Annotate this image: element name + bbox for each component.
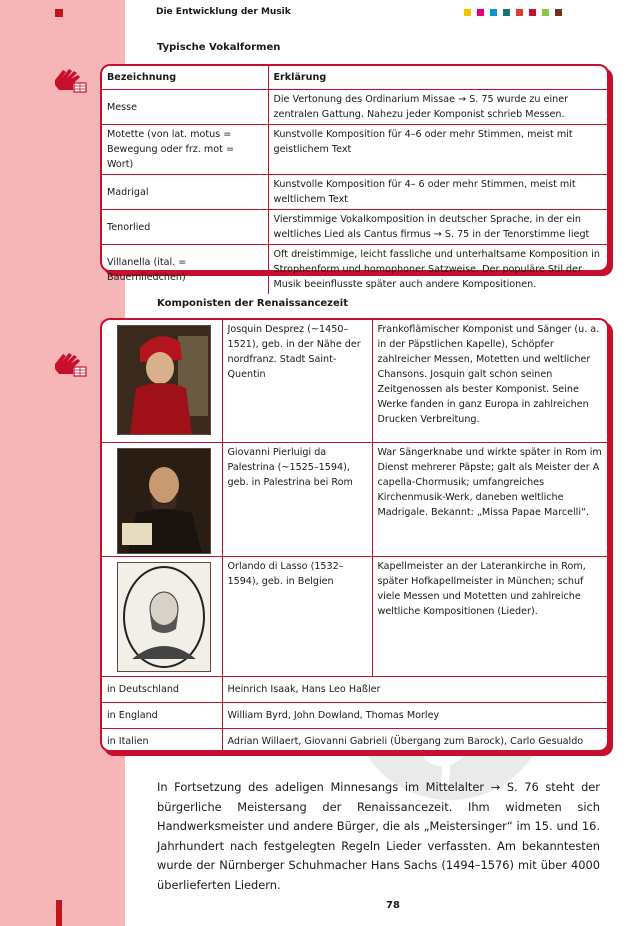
vocal-forms-table <box>100 64 609 290</box>
vocal-form-explanation: Die Vertonung des Ordinarium Missae → S. 75 wurde zu einer zentralen Gattung. Nahezu jeder Komponist schrieb Messen. <box>268 90 607 125</box>
vocal-form-name: Tenorlied <box>102 210 268 245</box>
table-row <box>102 90 607 125</box>
hand-pointer-icon <box>53 350 87 378</box>
composers-table <box>100 318 609 752</box>
composer-row <box>102 320 607 442</box>
vocal-form-name: Madrigal <box>102 175 268 210</box>
portrait-josquin <box>117 325 211 435</box>
chapter-title: Die Entwicklung der Musik <box>156 7 291 17</box>
vocal-form-name: Messe <box>102 90 268 125</box>
composers-section-title: Komponisten der Renaissancezeit <box>157 298 348 309</box>
color-swatches <box>464 9 562 16</box>
composer-row <box>102 556 607 676</box>
vocal-section-title: Typische Vokalformen <box>157 42 281 53</box>
swatch <box>503 9 510 16</box>
composer-description: Kapellmeister an der Laterankirche in Rom, später Hofkapellmeister in München; schuf viele Messen und Motetten und zahlreiche weltliche Kompositionen (Lieder). <box>372 556 607 676</box>
col-header-name: Bezeichnung <box>102 66 268 90</box>
portrait-palestrina <box>117 448 211 554</box>
margin-marker <box>55 9 63 17</box>
swatch <box>490 9 497 16</box>
swatch <box>555 9 562 16</box>
body-paragraph: In Fortsetzung des adeligen Minnesangs im Mittelalter → S. 76 steht der bürgerliche Meistersang der Renaissancezeit. Ihm widmeten sich Handwerksmeister und andere Bürger, die als „Meistersinger“ im 15. und 16. Jahrhundert nach festgelegten Regeln Lieder verfassten. Am bekanntesten wurde der Nürnberger Schuhmacher Hans Sachs (1494–1576) mit über 4000 überlieferten Liedern. <box>157 780 600 892</box>
hand-pointer-icon <box>53 66 87 94</box>
vocal-form-explanation: Oft dreistimmige, leicht fassliche und unterhaltsame Komposition in Strophenform und homophoner Satzweise. Der populäre Stil der Musik beeinflusste später auch andere Kompositionen. <box>268 245 607 295</box>
vocal-form-name: Motette (von lat. motus = Bewegung oder frz. mot = Wort) <box>102 125 268 175</box>
vocal-form-name: Villanella (ital. = Bauernliedchen) <box>102 245 268 295</box>
portrait-cell <box>102 442 222 556</box>
country-composers: Heinrich Isaak, Hans Leo Haßler <box>222 676 607 702</box>
composer-description: Frankoflämischer Komponist und Sänger (u. a. in der Päpstlichen Kapelle), Schöpfer zahlreicher Messen, Motetten und weltlicher Chansons. Josquin galt schon seinen Zeitgenossen als bester Komponist. Seine Werke fanden in ganz Europa in zahlreichen Drucken Verbreitung. <box>377 324 600 425</box>
country-row <box>102 728 607 754</box>
portrait-lasso <box>117 562 211 672</box>
table-row <box>102 210 607 245</box>
col-header-explanation: Erklärung <box>268 66 607 90</box>
swatch <box>477 9 484 16</box>
swatch <box>516 9 523 16</box>
composer-row <box>102 442 607 556</box>
vocal-form-explanation: Vierstimmige Vokalkomposition in deutscher Sprache, in der ein weltliches Lied als Cantus firmus → S. 75 in der Tenorstimme liegt <box>268 210 607 245</box>
vocal-form-explanation: Kunstvolle Komposition für 4–6 oder mehr Stimmen, meist mit geistlichem Text <box>268 125 607 175</box>
table-row <box>102 175 607 210</box>
portrait-cell <box>102 556 222 676</box>
swatch <box>529 9 536 16</box>
swatch <box>542 9 549 16</box>
country-composers: Adrian Willaert, Giovanni Gabrieli (Übergang zum Barock), Carlo Gesualdo <box>222 728 607 754</box>
table-row <box>102 125 607 175</box>
portrait-cell <box>102 320 222 442</box>
country-label: in Deutschland <box>102 676 222 702</box>
margin-bar <box>56 900 62 926</box>
country-composers: William Byrd, John Dowland, Thomas Morley <box>222 702 607 728</box>
swatch <box>464 9 471 16</box>
country-row <box>102 676 607 702</box>
composer-name: Josquin Desprez (~1450–1521), geb. in der Nähe der nordfranz. Stadt Saint-Quentin <box>222 320 372 442</box>
country-label: in Italien <box>102 728 222 754</box>
composer-name: Orlando di Lasso (1532–1594), geb. in Belgien <box>222 556 372 676</box>
composer-name: Giovanni Pierluigi da Palestrina (~1525–1594), geb. in Palestrina bei Rom <box>222 442 372 556</box>
country-row <box>102 702 607 728</box>
country-label: in England <box>102 702 222 728</box>
page-number: 78 <box>386 900 400 911</box>
composer-description: War Sängerknabe und wirkte später in Rom im Dienst mehrerer Päpste; galt als Meister der A capella-Chormusik; umfangreiches Kirchenmusik-Werk, daneben weltliche Madrigale. Bekannt: „Missa Papae Marcelli“. <box>372 442 607 556</box>
table-row <box>102 245 607 295</box>
vocal-form-explanation: Kunstvolle Komposition für 4– 6 oder mehr Stimmen, meist mit weltlichem Text <box>268 175 607 210</box>
